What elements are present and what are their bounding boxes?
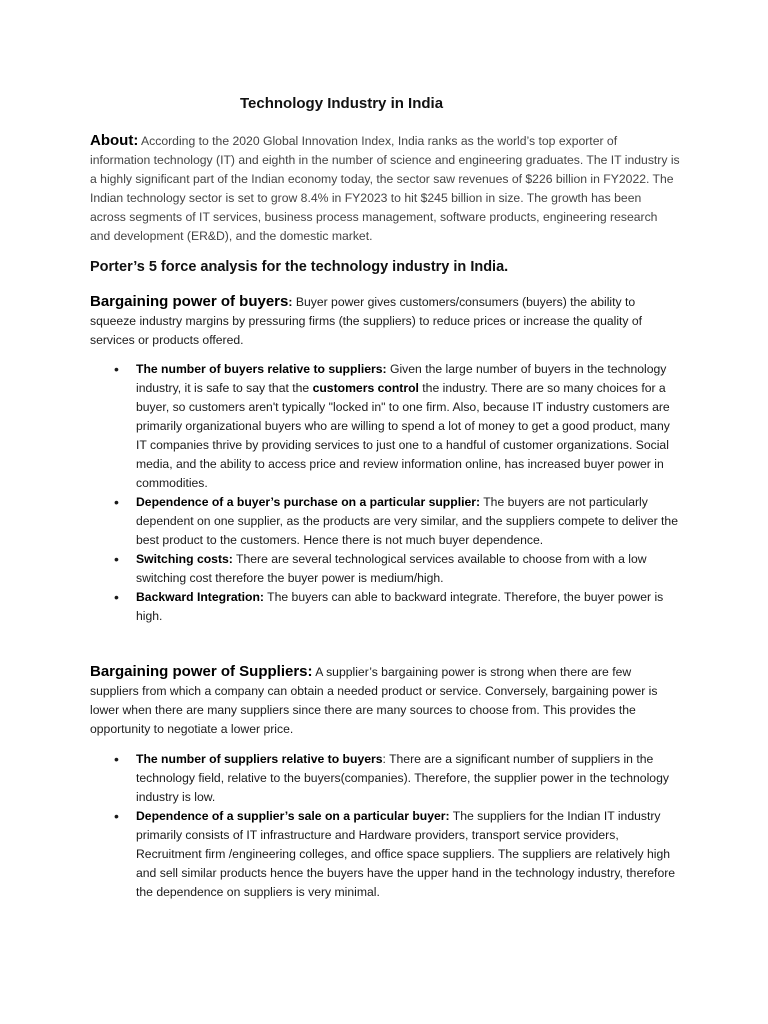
- bullet-bold: The number of suppliers relative to buyers: [136, 752, 383, 766]
- bullet-text: Given the large number of buyers in the technology industry, it is safe to say that the: [136, 362, 667, 395]
- suppliers-label: Bargaining power of Suppliers:: [90, 663, 313, 680]
- bullet-dot: •: [114, 361, 119, 377]
- bullet-dot: •: [114, 494, 119, 510]
- bullet-bold: Backward Integration:: [136, 590, 264, 604]
- about-label: About:: [90, 132, 139, 149]
- bullet-dot: •: [114, 751, 119, 767]
- porter-heading: Porter’s 5 force analysis for the technology industry in India.: [90, 259, 509, 275]
- bullet-text: the industry. There are so many choices for a buyer, so customers aren't typically "locked in" to one firm. Also, because IT industry customers are primarily organizational buyers who are willing to spend a lot of money to get a good product, many IT companies thrive by providing services to just one to a handful of customer organizations. Social media, and the ability to access price and review information online, has increased buyer power in commodities.: [136, 381, 670, 490]
- about-text: According to the 2020 Global Innovation Index, India ranks as the world’s top exporter of information technology (IT) and eighth in the number of science and engineering graduates. The IT industry is a highly significant part of the Indian economy today, the sector saw revenues of $226 billion in FY2022. The Indian technology sector is set to grow 8.4% in FY2023 to hit $245 billion in size. The growth has been across segments of IT services, business process management, software products, engineering research and development (ER&D), and the domestic market.: [90, 134, 680, 243]
- list-item: [110, 360, 680, 493]
- buyers-bullet-list: [110, 360, 680, 626]
- bullet-bold: Dependence of a buyer’s purchase on a particular supplier:: [136, 495, 481, 509]
- bullet-text: There are several technological services available to choose from with a low switching cost therefore the buyer power is medium/high.: [136, 552, 647, 585]
- buyers-paragraph: [90, 292, 680, 350]
- suppliers-text: A supplier’s bargaining power is strong when there are few suppliers from which a company can obtain a needed product or service. Conversely, bargaining power is lower when there are many suppliers since there are many sources to choose from. This provides the opportunity to negotiate a lower price.: [90, 665, 658, 736]
- list-item: [110, 807, 680, 902]
- buyers-label: Bargaining power of buyers: [90, 293, 289, 310]
- list-item: [110, 493, 680, 550]
- bullet-text: The buyers are not particularly dependent on one supplier, as the products are very similar, and the suppliers compete to deliver the best product to the customers. Hence there is not much buyer dependence.: [136, 495, 678, 547]
- suppliers-paragraph: [90, 662, 680, 739]
- document-title: Technology Industry in India: [240, 95, 444, 112]
- list-item: [110, 588, 680, 626]
- buyers-colon: :: [288, 295, 293, 309]
- bullet-bold: Dependence of a supplier’s sale on a particular buyer:: [136, 809, 450, 823]
- list-item: [110, 750, 680, 807]
- bullet-dot: •: [114, 808, 119, 824]
- bullet-bold-inline: customers control: [312, 381, 419, 395]
- bullet-text: : There are a significant number of suppliers in the technology field, relative to the buyers(companies). Therefore, the supplier power in the technology industry is low.: [136, 752, 669, 804]
- bullet-dot: •: [114, 589, 119, 605]
- bullet-bold: The number of buyers relative to suppliers:: [136, 362, 387, 376]
- buyers-text: Buyer power gives customers/consumers (buyers) the ability to squeeze industry margins by pressuring firms (the suppliers) to reduce prices or increase the quality of services or products offered.: [90, 295, 643, 347]
- bullet-bold: Switching costs:: [136, 552, 233, 566]
- list-item: [110, 550, 680, 588]
- bullet-text: The suppliers for the Indian IT industry primarily consists of IT infrastructure and Hardware providers, transport service providers, Recruitment firm /engineering colleges, and office space suppliers. The suppliers are relatively high and sell similar products hence the buyers have the upper hand in the technology industry, therefore the dependence on suppliers is very minimal.: [136, 809, 676, 899]
- about-paragraph: [90, 131, 680, 246]
- bullet-dot: •: [114, 551, 119, 567]
- suppliers-bullet-list: [110, 750, 680, 902]
- bullet-text: The buyers can able to backward integrate. Therefore, the buyer power is high.: [136, 590, 664, 623]
